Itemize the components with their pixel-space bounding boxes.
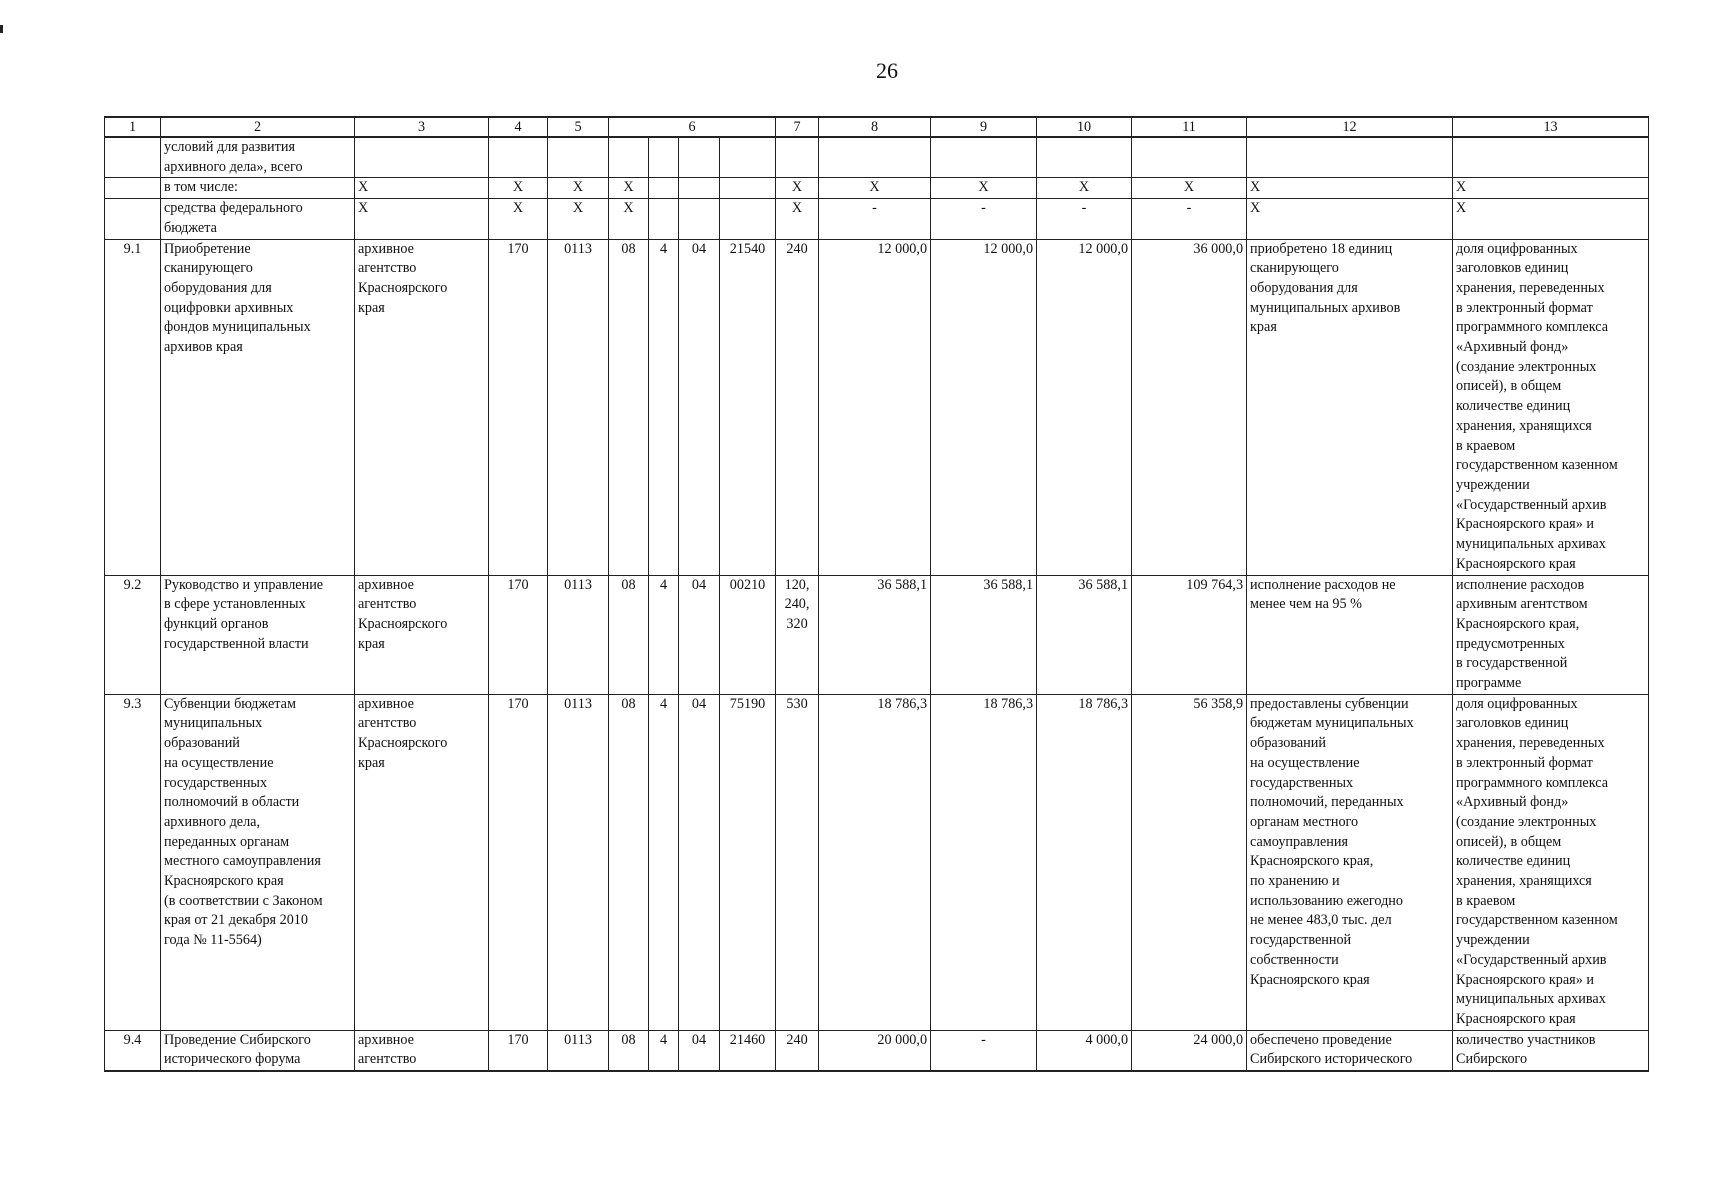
cell: 08 (609, 694, 649, 1030)
row-name: Субвенции бюджетам муниципальных образований на осуществление государственных полномочий в области архивного дела, переданных органам местного самоуправления Красноярского края (в соответствии с Законом края от 21 декабря 2010 года № 11-5564) (161, 694, 355, 1030)
cell: - (1132, 199, 1247, 239)
cell: 18 786,3 (931, 694, 1037, 1030)
cell: 36 588,1 (931, 575, 1037, 694)
cell: Х (1453, 178, 1649, 199)
cell: 00210 (720, 575, 776, 694)
cell: 240 (776, 239, 819, 575)
cell: Х (819, 178, 931, 199)
cell: 21460 (720, 1030, 776, 1071)
cell: 4 (649, 239, 679, 575)
header-cell: 6 (609, 117, 776, 137)
cell: Х (1247, 199, 1453, 239)
cell: 0113 (548, 694, 609, 1030)
cell: 20 000,0 (819, 1030, 931, 1071)
cell: 12 000,0 (819, 239, 931, 575)
cell: 109 764,3 (1132, 575, 1247, 694)
cell: Х (1453, 199, 1649, 239)
header-cell: 5 (548, 117, 609, 137)
cell: 36 588,1 (819, 575, 931, 694)
cell: 18 786,3 (819, 694, 931, 1030)
cell: Х (355, 199, 489, 239)
scan-mark (0, 25, 3, 33)
cell: предоставлены субвенции бюджетам муниципальных образований на осуществление государственных полномочий, переданных органам местного самоуправления Красноярского края, по хранению и использованию ежегодно не менее 483,0 тыс. дел государственной собственности Красноярского края (1247, 694, 1453, 1030)
table-row (105, 239, 1649, 575)
row-org: архивное агентство Красноярского края (355, 239, 489, 575)
row-number: 9.3 (105, 694, 161, 1030)
cell: Х (609, 178, 649, 199)
header-cell: 13 (1453, 117, 1649, 137)
cell: количество участников Сибирского (1453, 1030, 1649, 1071)
cell: 12 000,0 (931, 239, 1037, 575)
table-row (105, 1030, 1649, 1071)
cell: - (931, 1030, 1037, 1071)
cell: Х (776, 178, 819, 199)
cell: доля оцифрованных заголовков единиц хранения, переведенных в электронный формат программного комплекса «Архивный фонд» (создание электронных описей), в общем количестве единиц хранения, хранящихся в краевом государственном казенном учреждении «Государственный архив Красноярского края» и муниципальных архивах Красноярского края (1453, 239, 1649, 575)
header-cell: 10 (1037, 117, 1132, 137)
cell: 36 588,1 (1037, 575, 1132, 694)
cell: 4 (649, 694, 679, 1030)
cell: Х (489, 178, 548, 199)
header-cell: 8 (819, 117, 931, 137)
header-cell: 7 (776, 117, 819, 137)
row-name: Проведение Сибирского исторического форума (161, 1030, 355, 1071)
table-row (105, 199, 1649, 239)
row-org: архивное агентство (355, 1030, 489, 1071)
cell: - (1037, 199, 1132, 239)
cell: 18 786,3 (1037, 694, 1132, 1030)
table-row (105, 575, 1649, 694)
row-number: 9.1 (105, 239, 161, 575)
row-name: условий для развития архивного дела», всего (161, 137, 355, 178)
cell: 4 000,0 (1037, 1030, 1132, 1071)
table-row (105, 178, 1649, 199)
header-cell: 3 (355, 117, 489, 137)
page-number: 26 (876, 58, 898, 83)
header-row (105, 117, 1649, 137)
cell: 04 (679, 694, 720, 1030)
cell: 04 (679, 575, 720, 694)
header-cell: 9 (931, 117, 1037, 137)
cell: - (931, 199, 1037, 239)
cell: Х (489, 199, 548, 239)
row-name: Руководство и управление в сфере установленных функций органов государственной власти (161, 575, 355, 694)
cell: 240 (776, 1030, 819, 1071)
cell: 170 (489, 1030, 548, 1071)
cell: Х (1132, 178, 1247, 199)
cell: Х (355, 178, 489, 199)
cell: 36 000,0 (1132, 239, 1247, 575)
cell: Х (1037, 178, 1132, 199)
cell: 4 (649, 575, 679, 694)
row-name: средства федерального бюджета (161, 199, 355, 239)
cell: 530 (776, 694, 819, 1030)
cell: исполнение расходов архивным агентством Красноярского края, предусмотренных в государственной программе (1453, 575, 1649, 694)
cell: обеспечено проведение Сибирского исторического (1247, 1030, 1453, 1071)
cell: 0113 (548, 239, 609, 575)
table-row (105, 137, 1649, 178)
cell: 0113 (548, 1030, 609, 1071)
row-number: 9.2 (105, 575, 161, 694)
cell: 04 (679, 239, 720, 575)
cell: 170 (489, 575, 548, 694)
cell: доля оцифрованных заголовков единиц хранения, переведенных в электронный формат программного комплекса «Архивный фонд» (создание электронных описей), в общем количестве единиц хранения, хранящихся в краевом государственном казенном учреждении «Государственный архив Красноярского края» и муниципальных архивах Красноярского края (1453, 694, 1649, 1030)
cell: Х (609, 199, 649, 239)
cell: приобретено 18 единиц сканирующего оборудования для муниципальных архивов края (1247, 239, 1453, 575)
row-number: 9.4 (105, 1030, 161, 1071)
header-cell: 11 (1132, 117, 1247, 137)
cell: - (819, 199, 931, 239)
cell: 120, 240, 320 (776, 575, 819, 694)
header-cell: 4 (489, 117, 548, 137)
cell: Х (548, 178, 609, 199)
row-org: архивное агентство Красноярского края (355, 694, 489, 1030)
row-name: в том числе: (161, 178, 355, 199)
cell: 170 (489, 694, 548, 1030)
row-name: Приобретение сканирующего оборудования для оцифровки архивных фондов муниципальных архивов края (161, 239, 355, 575)
cell: 08 (609, 239, 649, 575)
row-org: архивное агентство Красноярского края (355, 575, 489, 694)
cell: Х (931, 178, 1037, 199)
cell: 08 (609, 575, 649, 694)
cell: Х (548, 199, 609, 239)
cell: 4 (649, 1030, 679, 1071)
cell: 21540 (720, 239, 776, 575)
cell: 0113 (548, 575, 609, 694)
header-cell: 2 (161, 117, 355, 137)
cell: 56 358,9 (1132, 694, 1247, 1030)
cell: 170 (489, 239, 548, 575)
cell: Х (776, 199, 819, 239)
header-cell: 1 (105, 117, 161, 137)
cell: 12 000,0 (1037, 239, 1132, 575)
cell: 04 (679, 1030, 720, 1071)
cell: Х (1247, 178, 1453, 199)
table-row (105, 694, 1649, 1030)
cell: 08 (609, 1030, 649, 1071)
budget-table (104, 116, 1649, 1072)
cell: 75190 (720, 694, 776, 1030)
cell: 24 000,0 (1132, 1030, 1247, 1071)
cell: исполнение расходов не менее чем на 95 % (1247, 575, 1453, 694)
header-cell: 12 (1247, 117, 1453, 137)
